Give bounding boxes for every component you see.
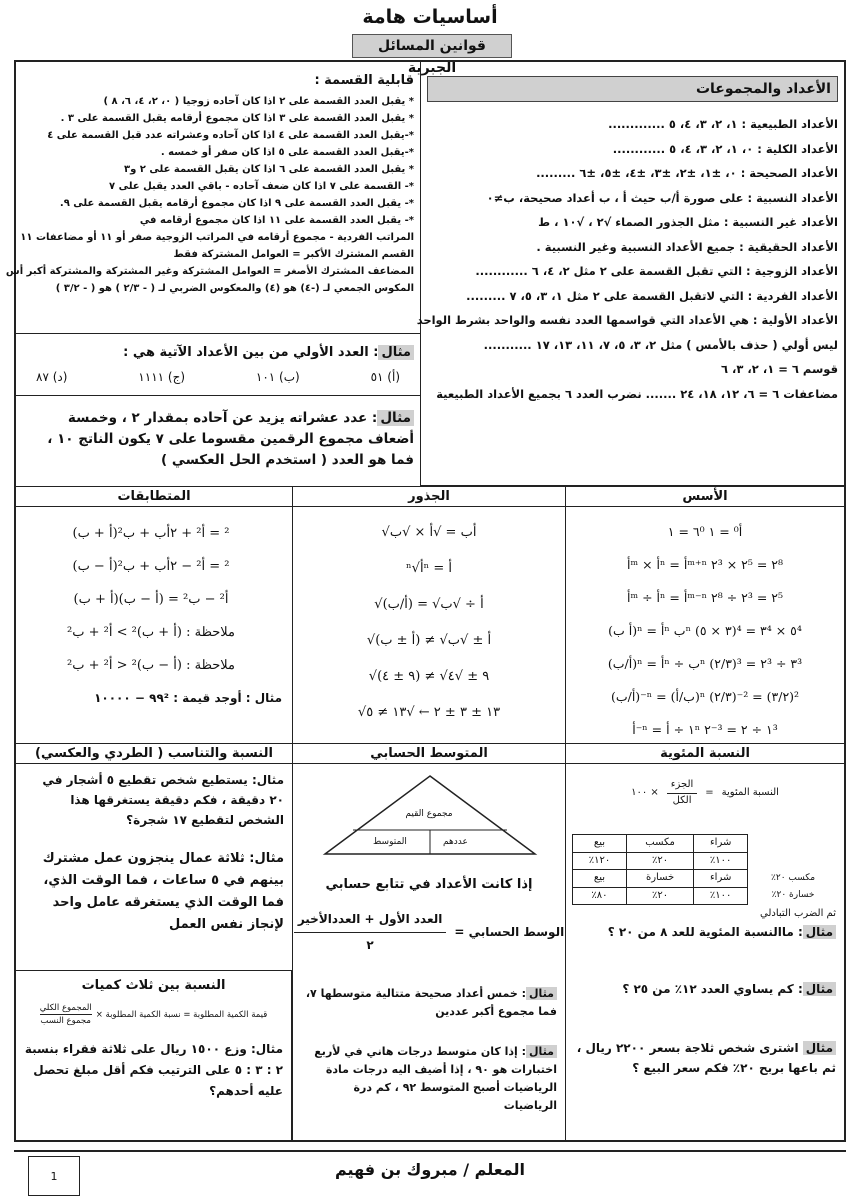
numbers-line: مضاعفات ٦ = ٦، ١٢، ١٨، ٢٤ ....... نضرب العدد ٦ بجميع الأعداد الطبيعية: [436, 386, 838, 401]
divisibility-line: *- يقبل العدد القسمة على ٩ اذا كان مجموع أرقامه يقبل القسمة على ٩.: [59, 197, 414, 209]
ratio-example-2: مثال: ثلاثة عمال ينجزون عمل مشترك بينهم في ٥ ساعات ، فما الوقت الذي، فما الوقت الذي يستغرقه عامل واحد لإنجاز نفس العمل: [42, 851, 284, 932]
percentage-example-1: مثال: ماالنسبة المئوية للعد ٨ من ٢٠ ؟: [566, 924, 844, 941]
numbers-line: الأعداد الكلية : ٠، ١، ٢، ٣، ٤، ٥ ............: [612, 141, 838, 156]
teacher-name: المعلم / مبروك بن فهيم: [335, 1160, 525, 1179]
divisibility-section: [5, 62, 420, 334]
identity-rule: ملاحظة : (أ + ب)² > أ² + ب²: [66, 625, 236, 640]
exponents-title: الأسس: [566, 487, 844, 507]
root-rule: √١٣ ± ٣ ± ٢ ← √١٣ ≠ ٥: [357, 705, 501, 720]
identities-section: [16, 486, 292, 744]
mean-triangle: [293, 770, 565, 862]
numbers-line: ليس أولي ( حذف بالأمس ) مثل ٢، ٣، ٥، ٧، ١١، ١٣، ١٧ ...........: [483, 337, 838, 352]
mean-example-1: مثال: خمس أعداد صحيحة متتالية متوسطها ٧، فما مجموع أكبر عددين: [305, 986, 557, 1018]
percentage-note: ثم الضرب التبادلي: [760, 908, 836, 919]
root-rule: √(٩ ± ٤) ≠ √٩ ± √٤: [368, 669, 490, 684]
mean-sequence-note: إذا كانت الأعداد في تتابع حسابي: [325, 877, 533, 892]
exponents-section: [566, 486, 844, 744]
numbers-line: الأعداد الفردية : التي لاتقبل القسمة على ٢ مثل ١، ٣، ٥، ٧ .........: [466, 288, 838, 303]
ratio-three-box: [16, 970, 292, 1142]
page-title: أساسيات هامة: [362, 6, 498, 28]
numbers-line: الأعداد غير النسبية : مثل الجذور الصماء √٢ ، √١٠ ، ط: [538, 215, 838, 230]
exponent-rule: أᵐ ÷ أⁿ = أᵐ⁻ⁿ ٢⁸ ÷ ٢³ = ٢⁵: [626, 590, 784, 605]
divisibility-title: قابلية القسمة :: [314, 73, 414, 88]
identity-rule: (أ − ب)² = أ² − ٢أب + ب²: [72, 559, 230, 574]
divisibility-line: *-يقبل العدد القسمة على ٥ اذا كان صفر أو خمسه .: [160, 146, 414, 158]
divisibility-line: * يقبل العدد القسمة على ٦ اذا كان يقبل القسمة على ٢ و٣: [123, 163, 414, 175]
ratio-three-example: مثال: وزع ١٥٠٠ ريال على ثلاثة فقراء بنسبة ٢ : ٣ : ٥ على الترتيب فكم أقل مبلغ تحصل عليه أحدهم؟: [24, 1042, 283, 1099]
prime-option: (ج) ١١١١: [138, 369, 186, 384]
divisibility-line: *-يقبل العدد القسمة على ٤ اذا كان آحاده وعشراته عدد قبل القسمة على ٤: [47, 129, 414, 141]
divisibility-line: المكوس الجمعي لـ (-٤) هو (٤) والمعكوس الضربي لـ ( - ٢/٣ ) هو ( - ٣/٢ ): [55, 282, 414, 294]
exponent-rule: (أ ب)ⁿ = أⁿ بⁿ (٣ × ٥)⁴ = ٣⁴ × ٥⁴: [608, 623, 802, 638]
prime-example: [16, 334, 420, 396]
divisibility-line: المضاعف المشترك الأصغر = العوامل المشتركة وغير المشتركة والمشتركة أكبر أس: [5, 265, 414, 277]
percentage-title: النسبة المئوية: [566, 744, 844, 764]
percentage-example-3: مثال اشترى شخص ثلاجة بسعر ٢٢٠٠ ريال ، ثم باعها بربح ٢٠٪ فكم سعر البيع ؟: [576, 1041, 836, 1076]
percentage-example-2: مثال: كم يساوي العدد ١٢٪ من ٢٥ ؟: [566, 941, 844, 998]
exponent-rule: أ⁻ⁿ = ١ ÷ أⁿ ٢⁻³ = ١ ÷ ٢³: [632, 722, 778, 737]
mean-example-2: مثال: إذا كان متوسط درجات هاني في لأربع اختبارات هو ٩٠ ، إذا أضيف اليه درجات مادة الرياضيات أصبح المتوسط ٩٢ ، كم درة الرياضيات: [314, 1044, 557, 1112]
reverse-text: : عدد عشراته يزيد عن آحاده بمقدار ٢ ، وخمسة أضعاف مجموع الرقمين مقسوما على ٧ يكون الناتج ١٠ ، فما هو العدد ( استخدم الحل العكسي ): [47, 410, 414, 468]
identities-rows: [16, 507, 292, 682]
numbers-lines: [416, 112, 838, 406]
numbers-line: الأعداد الأولية : هي الأعداد التي قواسمها العدد نفسه والواحد بشرط الواحد: [416, 313, 838, 328]
exponents-rows: [566, 507, 844, 746]
roots-section: [292, 486, 566, 744]
identities-title: المتطابقات: [16, 487, 292, 507]
divisibility-line: * يقبل العدد القسمة على ٣ اذا كان مجموع أرقامه يقبل القسمة على ٣ .: [60, 112, 414, 124]
percentage-table-wrap: [572, 834, 838, 905]
prime-options: [22, 369, 414, 386]
reverse-example: [16, 396, 420, 486]
triangle-right-label: عددهم: [443, 837, 468, 847]
identity-rule: (أ + ب)² = أ² + ٢أب + ب²: [72, 526, 230, 541]
divisibility-line: * يقبل العدد القسمة على ٢ اذا كان آحاده زوجيا ( ٠، ٢، ٤، ٦، ٨ ): [103, 95, 414, 107]
divisibility-lines: [5, 93, 414, 297]
percentage-section: [566, 744, 844, 1142]
numbers-line: الأعداد النسبية : على صورة أ/ب حيث أ ، ب أعداد صحيحة، ب≠٠: [486, 190, 838, 205]
mean-title: المتوسط الحسابي: [293, 744, 565, 764]
root-rule: √(أ ± ب) ≠ √أ ± √ب: [366, 633, 492, 648]
exponent-rule: أᵐ × أⁿ = أᵐ⁺ⁿ ٢³ × ٢⁵ = ٢⁸: [626, 557, 784, 572]
ratio-three-formula: قيمة الكمية المطلوبة = نسبة الكمية المطلوبة × المجموع الكلي مجموع النسب: [39, 1002, 268, 1027]
divisibility-line: المراتب الفردية - مجموع أرقامه في المراتب الزوجية صفر أو ١١ أو مضاعفات ١١: [20, 231, 414, 243]
exponent-rule: أ⁰ = ١ ٦⁰ = ١: [667, 524, 743, 539]
divisibility-line: *- يقبل العدد القسمة على ١١ اذا كان مجموع أرقامه في: [139, 214, 414, 226]
example-label: مثال: [378, 345, 414, 360]
mean-formula: الوسط الحسابي = العدد الأول + العددالأخير ٢: [293, 911, 565, 955]
page-subtitle: قوانين المسائل الجبرية: [352, 34, 512, 58]
ratio-example-1: مثال: يستطيع شخص تقطيع ٥ أشجار في ٢٠ دقيقة ، فكم دقيقة يستغرقها هذا الشخص لتقطيع ١٧ شجرة؟: [42, 773, 284, 827]
example-label: مثال: [377, 410, 414, 426]
footer-divider: [14, 1150, 846, 1152]
roots-title: الجذور: [293, 487, 565, 507]
roots-rows: [293, 507, 565, 731]
numbers-line: الأعداد الصحيحة : ٠، ±١، ±٢، ±٣، ±٤، ±٥، ±٦ .........: [536, 166, 838, 181]
prime-option: (أ) ٥١: [370, 369, 400, 384]
percentage-formula: النسبة المئوية = الجزء الكل × ١٠٠: [631, 779, 779, 806]
page-number: 1: [28, 1156, 80, 1196]
numbers-line: الأعداد الحقيقية : جميع الأعداد النسبية وغير النسبية .: [536, 239, 838, 254]
numbers-section: [416, 62, 844, 486]
numbers-title: الأعداد والمجموعات: [427, 76, 838, 102]
mean-section: [292, 744, 566, 1142]
identity-rule: أ² − ب² = (أ − ب)(أ + ب): [73, 592, 229, 607]
numbers-line: الأعداد الطبيعية : ١، ٢، ٣، ٤، ٥ .............: [608, 117, 838, 132]
root-rule: √أب = √أ × √ب: [381, 525, 477, 540]
numbers-line: الأعداد الزوجية : التي تقبل القسمة على ٢ مثل ٢، ٤، ٦ ............: [475, 264, 838, 279]
ratio-three-title: النسبة بين ثلاث كميات: [81, 978, 226, 993]
divisibility-line: *- القسمة على ٧ اذا كان ضعف آحاده - باقي العدد يقبل على ٧: [108, 180, 414, 192]
ratio-title: النسبة والتناسب ( الطردي والعكسي): [16, 744, 292, 764]
root-rule: ⁿ√أⁿ = أ: [406, 561, 452, 576]
percentage-table: شراء مكسب بيع ١٠٠٪ ٢٠٪ ١٢٠٪ مكسب ٢٠٪ شراء خسارة بيع خسارة ٢٠٪ ١٠٠٪ ٢٠٪ ٨٠٪: [572, 834, 838, 905]
root-rule: √(أ/ب) = √أ ÷ √ب: [374, 597, 484, 612]
divisibility-line: القسم المشترك الأكبر = العوامل المشتركة فقط: [173, 248, 414, 260]
identities-example: مثال : أوجد قيمة : ٩٩² − ١٠٠٠٠: [94, 691, 282, 705]
triangle-left-label: المتوسط: [373, 837, 407, 847]
identity-rule: ملاحظة : (أ − ب)² < أ² + ب²: [66, 658, 236, 673]
triangle-top-label: مجموع القيم: [405, 809, 453, 819]
prime-question: : العدد الأولي من بين الأعداد الآتية هي :: [123, 345, 379, 360]
prime-option: (د) ٨٧: [36, 369, 68, 384]
prime-option: (ب) ١٠١: [255, 369, 300, 384]
exponent-rule: (أ/ب)⁻ⁿ = (ب/أ)ⁿ (٢/٣)⁻² = (٣/٢)²: [610, 689, 800, 704]
exponent-rule: (أ/ب)ⁿ = أⁿ ÷ بⁿ (٢/٣)³ = ٢³ ÷ ٣³: [607, 656, 803, 671]
numbers-line: قوسم ٦ = ١، ٢، ٣، ٦: [720, 362, 838, 377]
ratio-section: [16, 744, 292, 1142]
